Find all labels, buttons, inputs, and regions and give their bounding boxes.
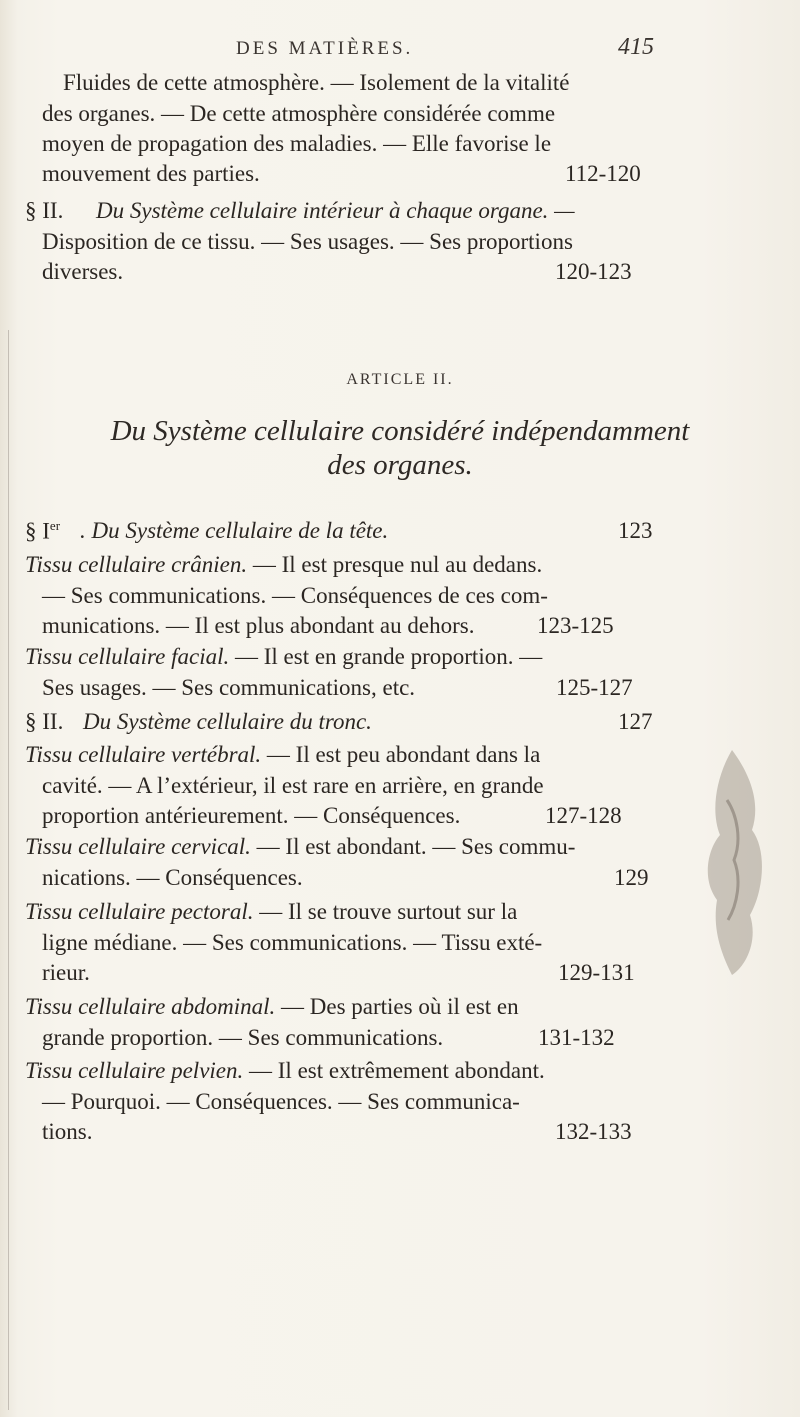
entry-line xyxy=(25,552,542,578)
section-prefix xyxy=(25,518,60,545)
entry-text: — Des parties où il est en xyxy=(275,994,519,1019)
paper-stain xyxy=(692,740,770,980)
text-line: Fluides de cette atmosphère. — Isolement de la vitalité xyxy=(63,70,570,95)
text-line: mouvement des parties. xyxy=(42,161,260,186)
section-number: § I xyxy=(25,518,50,544)
section-title: Du Système cellulaire du tronc. xyxy=(83,709,372,734)
entry-line xyxy=(25,1058,545,1084)
text-line: munications. — Il est plus abondant au dehors. xyxy=(42,613,475,638)
entry-line xyxy=(25,742,540,768)
entry-title: Tissu cellulaire pelvien. xyxy=(25,1058,244,1083)
article-label: ARTICLE II. xyxy=(346,371,454,388)
text-line: cavité. — A l’extérieur, il est rare en arrière, en grande xyxy=(42,773,544,798)
page-range: 123-125 xyxy=(537,613,614,638)
entry-text: — Il est en grande proportion. — xyxy=(229,644,543,669)
text-line: tions. xyxy=(42,1119,93,1144)
page-range: 132-133 xyxy=(555,1119,632,1144)
entry-title: Tissu cellulaire pectoral. xyxy=(25,899,254,924)
text-line: ligne médiane. — Ses communications. — Tissu exté- xyxy=(42,930,543,955)
entry-line xyxy=(25,644,542,670)
text-line: rieur. xyxy=(42,960,90,985)
entry-line xyxy=(25,834,575,860)
entry-text: — Il est presque nul au dedans. xyxy=(247,552,543,577)
article-title-line-2: des organes. xyxy=(327,449,473,481)
running-title: DES MATIÈRES. xyxy=(236,38,414,59)
entry-title: Tissu cellulaire facial. xyxy=(25,644,230,669)
page-range: 127-128 xyxy=(545,803,622,828)
entry-line xyxy=(25,994,519,1020)
entry-text: — Il est extrêmement abondant. xyxy=(243,1058,545,1083)
page-number: 415 xyxy=(618,34,654,60)
section-title: Du Système cellulaire intérieur à chaque organe. — xyxy=(96,198,575,223)
entry-text: — Il est abondant. — Ses commu- xyxy=(250,834,576,859)
text-line: Disposition de ce tissu. — Ses usages. — Ses proportions xyxy=(42,229,573,254)
text-line: — Pourquoi. — Conséquences. — Ses communica- xyxy=(42,1089,520,1114)
text-line: Ses usages. — Ses communications, etc. xyxy=(42,675,416,700)
text-line: diverses. xyxy=(42,259,124,284)
entry-title: Tissu cellulaire abdominal. xyxy=(25,994,276,1019)
text-line: grande proportion. — Ses communications. xyxy=(42,1025,444,1050)
text-line: des organes. — De cette atmosphère considérée comme xyxy=(42,101,556,126)
gutter-shadow xyxy=(8,330,9,1410)
page-range: 131-132 xyxy=(538,1025,615,1050)
text-line: nications. — Conséquences. xyxy=(42,865,303,890)
page-range: 120-123 xyxy=(555,259,632,284)
section-title: . Du Système cellulaire de la tête. xyxy=(80,518,389,543)
entry-line xyxy=(25,899,517,925)
entry-text: — Il se trouve surtout sur la xyxy=(253,899,518,924)
page-range: 125-127 xyxy=(556,675,633,700)
section-prefix: § II. xyxy=(25,198,64,223)
page-range: 123 xyxy=(618,518,653,543)
page-range: 129 xyxy=(614,865,649,890)
text-line: moyen de propagation des maladies. — Elle favorise le xyxy=(42,131,552,156)
entry-text: — Il est peu abondant dans la xyxy=(261,742,541,767)
text-line: — Ses communications. — Conséquences de ces com- xyxy=(42,583,548,608)
page-range: 127 xyxy=(618,709,653,734)
entry-title: Tissu cellulaire crânien. xyxy=(25,552,248,577)
page-range: 129-131 xyxy=(558,960,635,985)
text-line: proportion antérieurement. — Conséquences. xyxy=(42,803,461,828)
page-range: 112-120 xyxy=(565,161,641,186)
section-superscript: er xyxy=(49,518,61,533)
article-title-line-1: Du Système cellulaire considéré indépendamment xyxy=(110,415,690,447)
entry-title: Tissu cellulaire vertébral. xyxy=(25,742,262,767)
section-prefix: § II. xyxy=(25,709,64,734)
entry-title: Tissu cellulaire cervical. xyxy=(25,834,251,859)
